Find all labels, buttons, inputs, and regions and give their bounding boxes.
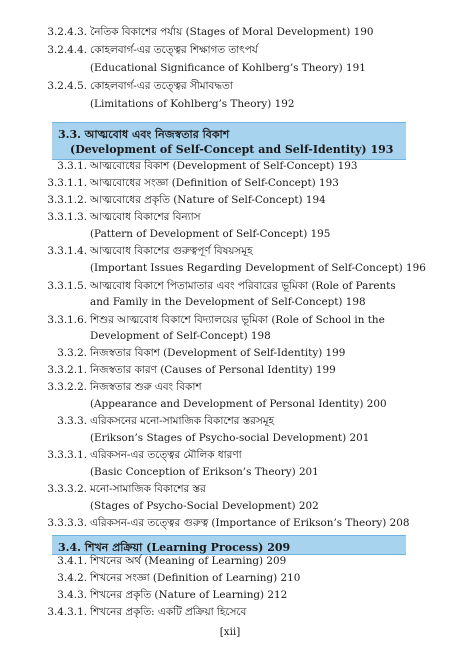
entry-number: 3.3.2. bbox=[57, 347, 87, 359]
entry-title: আত্মবোধ বিকাশে পিতামাতার এবং পরিবারের ভূমিকা (Role of Parents bbox=[90, 280, 396, 292]
entry-number: 3.3.1.6. bbox=[47, 314, 87, 326]
entry-title-continued: (Important Issues Regarding Development of Self-Concept) 196 bbox=[90, 262, 426, 274]
entry-title: শিখনের প্রকৃতি: একটি প্রক্রিয়া হিসেবে bbox=[90, 606, 247, 618]
entry-title: নৈতিক বিকাশের পর্যায় (Stages of Moral Development) 190 bbox=[90, 26, 374, 38]
entry-number: 3.3.1.3. bbox=[47, 211, 87, 223]
entry-title: আত্মবোধ বিকাশের গুরুত্বপূর্ণ বিষয়সমূহ bbox=[90, 245, 253, 257]
entry-title: শিখনের অর্থ (Meaning of Learning) 209 bbox=[90, 555, 287, 567]
section-heading-line1: 3.3. আত্মবোধ এবং নিজস্বতার বিকাশ bbox=[58, 128, 230, 141]
entry-number: 3.3.1.1. bbox=[47, 177, 87, 189]
entry-title: নিজস্বতার শুরু এবং বিকাশ bbox=[90, 381, 202, 393]
entry-number: 3.3.1. bbox=[57, 160, 87, 172]
entry-title: এরিকসন-এর তত্ত্বের গুরুত্ব (Importance of Erikson’s Theory) 208 bbox=[90, 517, 410, 529]
entry-number: 3.4.3. bbox=[57, 589, 87, 601]
section-heading-3-4 bbox=[52, 535, 406, 555]
entry-number: 3.3.3.1. bbox=[47, 449, 87, 461]
entry-title-continued: (Erikson’s Stages of Psycho-social Development) 201 bbox=[90, 432, 370, 444]
section-heading-line2: (Development of Self-Concept and Self-Identity) 193 bbox=[70, 143, 394, 156]
entry-number: 3.3.2.2. bbox=[47, 381, 87, 393]
entry-title: আত্মবোধের সংজ্ঞা (Definition of Self-Concept) 193 bbox=[90, 177, 339, 189]
entry-title: কোহলবার্গ-এর তত্ত্বের শিক্ষাগত তাৎপর্য bbox=[90, 44, 258, 56]
entry-number: 3.3.1.5. bbox=[47, 280, 87, 292]
entry-number: 3.3.1.2. bbox=[47, 194, 87, 206]
page-number: [xii] bbox=[219, 626, 241, 638]
entry-title: নিজস্বতার বিকাশ (Development of Self-Identity) 199 bbox=[90, 347, 346, 359]
entry-number: 3.2.4.4. bbox=[47, 44, 87, 56]
entry-number: 3.3.1.4. bbox=[47, 245, 87, 257]
entry-number: 3.2.4.5. bbox=[47, 80, 87, 92]
entry-title-continued: (Limitations of Kohlberg’s Theory) 192 bbox=[90, 98, 295, 110]
entry-title: নিজস্বতার কারণ (Causes of Personal Identity) 199 bbox=[90, 364, 336, 376]
section-heading-line1: 3.4. শিখন প্রক্রিয়া (Learning Process) 209 bbox=[58, 541, 291, 554]
entry-title: আত্মবোধের প্রকৃতি (Nature of Self-Concept) 194 bbox=[90, 194, 326, 206]
entry-title-continued: (Pattern of Development of Self-Concept) 195 bbox=[90, 228, 331, 240]
entry-number: 3.2.4.3. bbox=[47, 26, 87, 38]
entry-title: মনো-সামাজিক বিকাশের স্তর bbox=[90, 483, 206, 495]
entry-title-continued: (Educational Significance of Kohlberg’s Theory) 191 bbox=[90, 62, 366, 74]
entry-title: এরিকসনের মনো-সামাজিক বিকাশের স্তরসমূহ bbox=[90, 415, 274, 427]
section-heading-3-3 bbox=[52, 122, 406, 160]
entry-number: 3.4.2. bbox=[57, 572, 87, 584]
entry-number: 3.3.3.3. bbox=[47, 517, 87, 529]
entry-title: শিখনের সংজ্ঞা (Definition of Learning) 210 bbox=[90, 572, 301, 584]
entry-title-continued: (Appearance and Development of Personal Identity) 200 bbox=[90, 398, 387, 410]
entry-number: 3.3.3.2. bbox=[47, 483, 87, 495]
entry-number: 3.4.3.1. bbox=[47, 606, 87, 618]
entry-title: আত্মবোধ বিকাশের বিন্যাস bbox=[90, 211, 201, 223]
entry-title: শিশুর আত্মবোধ বিকাশে বিদ্যালয়ের ভূমিকা (Role of School in the bbox=[90, 314, 385, 326]
entry-title: এরিকসন-এর তত্ত্বের মৌলিক ধারণা bbox=[90, 449, 242, 461]
entry-number: 3.3.2.1. bbox=[47, 364, 87, 376]
entry-title-continued: and Family in the Development of Self-Concept) 198 bbox=[90, 296, 366, 308]
entry-title: আত্মবোধের বিকাশ (Development of Self-Concept) 193 bbox=[90, 160, 358, 172]
entry-title-continued: (Basic Conception of Erikson’s Theory) 201 bbox=[90, 466, 319, 478]
entry-number: 3.3.3. bbox=[57, 415, 87, 427]
entry-title: শিখনের প্রকৃতি (Nature of Learning) 212 bbox=[90, 589, 288, 601]
entry-number: 3.4.1. bbox=[57, 555, 87, 567]
entry-title-continued: Development of Self-Concept) 198 bbox=[90, 330, 271, 342]
entry-title: কোহলবার্গ-এর তত্ত্বের সীমাবদ্ধতা bbox=[90, 80, 233, 92]
entry-title-continued: (Stages of Psycho-Social Development) 202 bbox=[90, 500, 319, 512]
